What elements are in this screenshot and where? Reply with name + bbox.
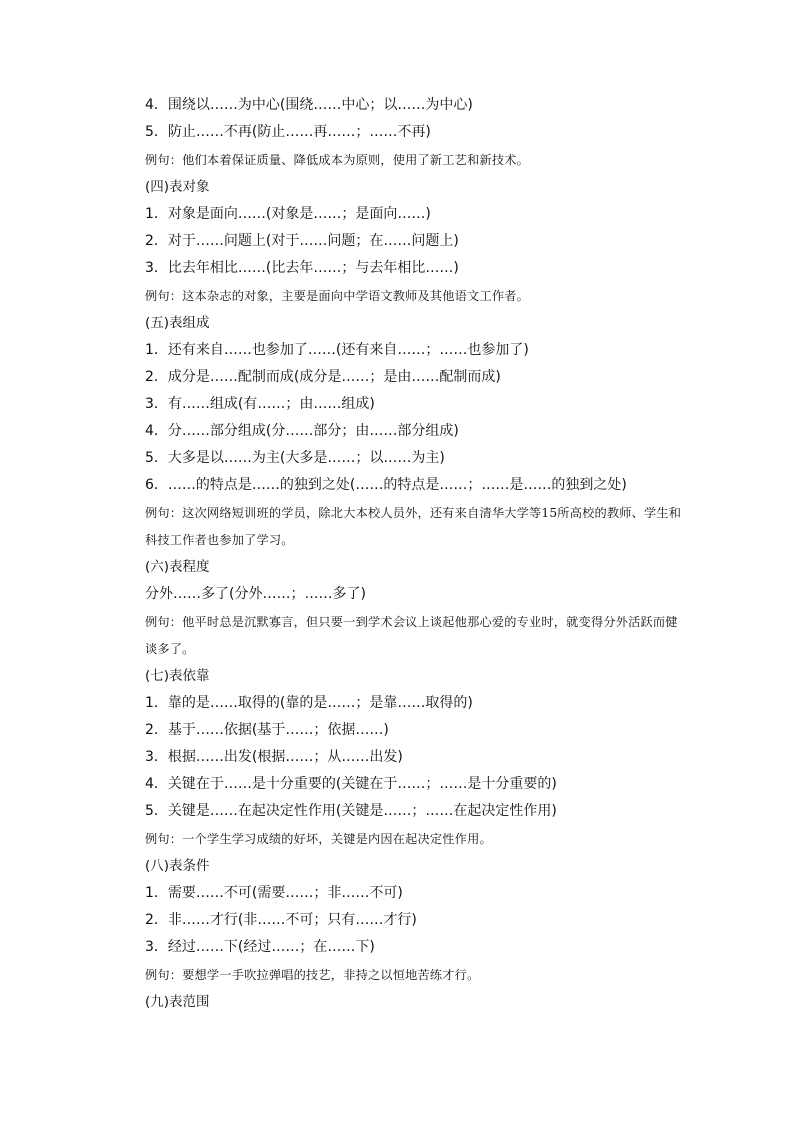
list-item: 3．根据……出发(根据……；从……出发) bbox=[145, 749, 403, 765]
list-item: 5．大多是以……为主(大多是……；以……为主) bbox=[145, 450, 445, 466]
list-item: 分外……多了(分外……；……多了) bbox=[145, 586, 366, 602]
section-heading: (五)表组成 bbox=[145, 315, 210, 331]
list-item: 4．围绕以……为中心(围绕……中心；以……为中心) bbox=[145, 97, 473, 113]
example-sentence: 例句：他们本着保证质量、降低成本为原则，使用了新工艺和新技术。 bbox=[145, 153, 530, 167]
list-item: 3．有……组成(有……；由……组成) bbox=[145, 396, 375, 412]
list-item: 1．需要……不可(需要……；非……不可) bbox=[145, 885, 403, 901]
list-item: 3．经过……下(经过……；在……下) bbox=[145, 939, 375, 955]
list-item: 2．成分是……配制而成(成分是……；是由……配制而成) bbox=[145, 369, 501, 385]
section-heading: (六)表程度 bbox=[145, 559, 210, 575]
list-item: 2．基于……依据(基于……；依据……) bbox=[145, 722, 389, 738]
list-item: 3．比去年相比……(比去年……；与去年相比……) bbox=[145, 260, 459, 276]
example-sentence: 例句：要想学一手吹拉弹唱的技艺，非持之以恒地苦练才行。 bbox=[145, 968, 480, 982]
example-sentence: 例句：这本杂志的对象，主要是面向中学语文教师及其他语文工作者。 bbox=[145, 289, 530, 303]
list-item: 2．对于……问题上(对于……问题；在……问题上) bbox=[145, 233, 459, 249]
section-heading: (七)表依靠 bbox=[145, 668, 210, 684]
list-item: 4．关键在于……是十分重要的(关键在于……；……是十分重要的) bbox=[145, 776, 557, 792]
example-sentence: 例句：这次网络短训班的学员，除北大本校人员外，还有来自清华大学等15所高校的教师、学生和科技工作者也参加了学习。 bbox=[145, 506, 682, 547]
list-item: 1．还有来自……也参加了……(还有来自……；……也参加了) bbox=[145, 342, 529, 358]
list-item: 1．靠的是……取得的(靠的是……；是靠……取得的) bbox=[145, 695, 473, 711]
list-item: 2．非……才行(非……不可；只有……才行) bbox=[145, 912, 417, 928]
list-item: 1．对象是面向……(对象是……；是面向……) bbox=[145, 206, 431, 222]
example-sentence: 例句：他平时总是沉默寡言，但只要一到学术会议上谈起他那心爱的专业时，就变得分外活跃而健谈多了。 bbox=[145, 615, 678, 656]
list-item: 5．防止……不再(防止……再……；……不再) bbox=[145, 124, 431, 140]
list-item: 5．关键是……在起决定性作用(关键是……；……在起决定性作用) bbox=[145, 803, 557, 819]
section-heading: (八)表条件 bbox=[145, 858, 210, 874]
list-item: 4．分……部分组成(分……部分；由……部分组成) bbox=[145, 423, 459, 439]
list-item: 6．……的特点是……的独到之处(……的特点是……；……是……的独到之处) bbox=[145, 477, 627, 493]
section-heading: (四)表对象 bbox=[145, 179, 210, 195]
section-heading: (九)表范围 bbox=[145, 994, 210, 1010]
example-sentence: 例句：一个学生学习成绩的好坏，关键是内因在起决定性作用。 bbox=[145, 832, 492, 846]
